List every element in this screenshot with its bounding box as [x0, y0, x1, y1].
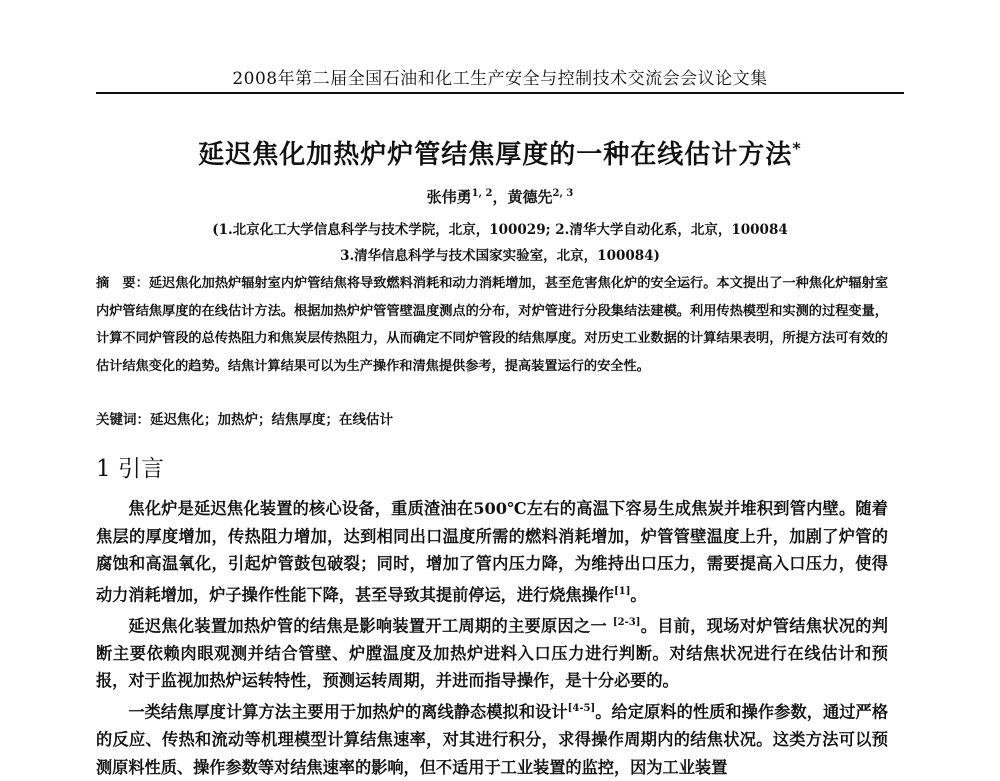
paragraph-2: [96, 609, 888, 695]
paper-title-text: 延迟焦化加热炉炉管结焦厚度的一种在线估计方法: [198, 140, 793, 170]
paragraph-text-tail: 。: [630, 585, 647, 605]
paragraph-text: 焦化炉是延迟焦化装置的核心设备，重质渣油在500℃左右的高温下容易生成焦炭并堆积到管内壁。随着焦层的厚度增加，传热阻力增加，达到相同出口温度所需的燃料消耗增加，炉管管壁温度上升，加剧了炉管的腐蚀和高温氧化，引起炉管鼓包破裂；同时，增加了管内压力降，为维持出口压力，需要提高入口压力，使得动力消耗增加，炉子操作性能下降，甚至导致其提前停运，进行烧焦操作: [96, 499, 888, 605]
author-name: 张伟勇: [426, 188, 472, 206]
section-body: [96, 495, 888, 781]
author-affiliation-mark: 2, 3: [552, 188, 574, 199]
affiliation-line-2: 3.清华信息科学与技术国家实验室，北京，100084): [340, 248, 660, 264]
citation-ref: [1]: [614, 585, 631, 597]
citation-ref: [4-5]: [567, 702, 596, 714]
paper-title: [96, 134, 904, 171]
paragraph-text: 一类结焦厚度计算方法主要用于加热炉的离线静态模拟和设计: [128, 702, 568, 722]
title-footnote-mark: *: [792, 138, 802, 158]
keywords-label: 关键词：: [96, 412, 150, 428]
keywords-text: 延迟焦化；加热炉；结焦厚度；在线估计: [150, 412, 393, 428]
running-header: 2008年第二届全国石油和化工生产安全与控制技术交流会会议论文集: [232, 69, 768, 89]
paragraph-3: [96, 695, 888, 781]
paragraph-text: 延迟焦化装置加热炉管的结焦是影响装置开工周期的主要原因之一: [128, 616, 613, 636]
author-affiliation-mark: 1, 2: [471, 188, 493, 199]
keywords: [96, 408, 888, 428]
citation-ref: [2-3]: [612, 616, 641, 628]
header-rule: [96, 92, 904, 94]
abstract: [96, 270, 888, 380]
author-separator: ，: [492, 188, 508, 206]
author-list: [96, 186, 904, 207]
paragraph-text-tail: 。目前，现场对炉管结焦状况的判断主要依赖肉眼观测并结合管壁、炉膛温度及加热炉进料入口压力进行判断。对结焦状况进行在线估计和预报，对于监视加热炉运转特性，预测运转周期，并进而指导操作，是十分必要的。: [96, 616, 888, 691]
author-name: 黄德先: [507, 188, 553, 206]
paragraph-1: [96, 495, 888, 609]
abstract-label: 摘 要：: [96, 276, 149, 291]
paragraph-text-tail: 。给定原料的性质和操作参数，通过严格的反应、传热和流动等机理模型计算结焦速率，对其进行积分，求得操作周期内的结焦状况。这类方法可以预测原料性质、操作参数等对结焦速率的影响，但不适用于工业装置的监控，因为工业装置: [96, 702, 889, 777]
section-heading: 1 引言: [96, 456, 164, 482]
affiliation-line-1: (1.北京化工大学信息科学与技术学院，北京，100029; 2.清华大学自动化系，北京，100084: [212, 222, 788, 238]
abstract-text: 延迟焦化加热炉辐射室内炉管结焦将导致燃料消耗和动力消耗增加，甚至危害焦化炉的安全运行。本文提出了一种焦化炉辐射室内炉管结焦厚度的在线估计方法。根据加热炉炉管管壁温度测点的分布，对炉管进行分段集结法建模。利用传热模型和实测的过程变量，计算不同炉管段的总传热阻力和焦炭层传热阻力，从而确定不同炉管段的结焦厚度。对历史工业数据的计算结果表明，所提方法可有效的估计结焦变化的趋势。结焦计算结果可以为生产操作和清焦提供参考，提高装置运行的安全性。: [96, 276, 889, 374]
